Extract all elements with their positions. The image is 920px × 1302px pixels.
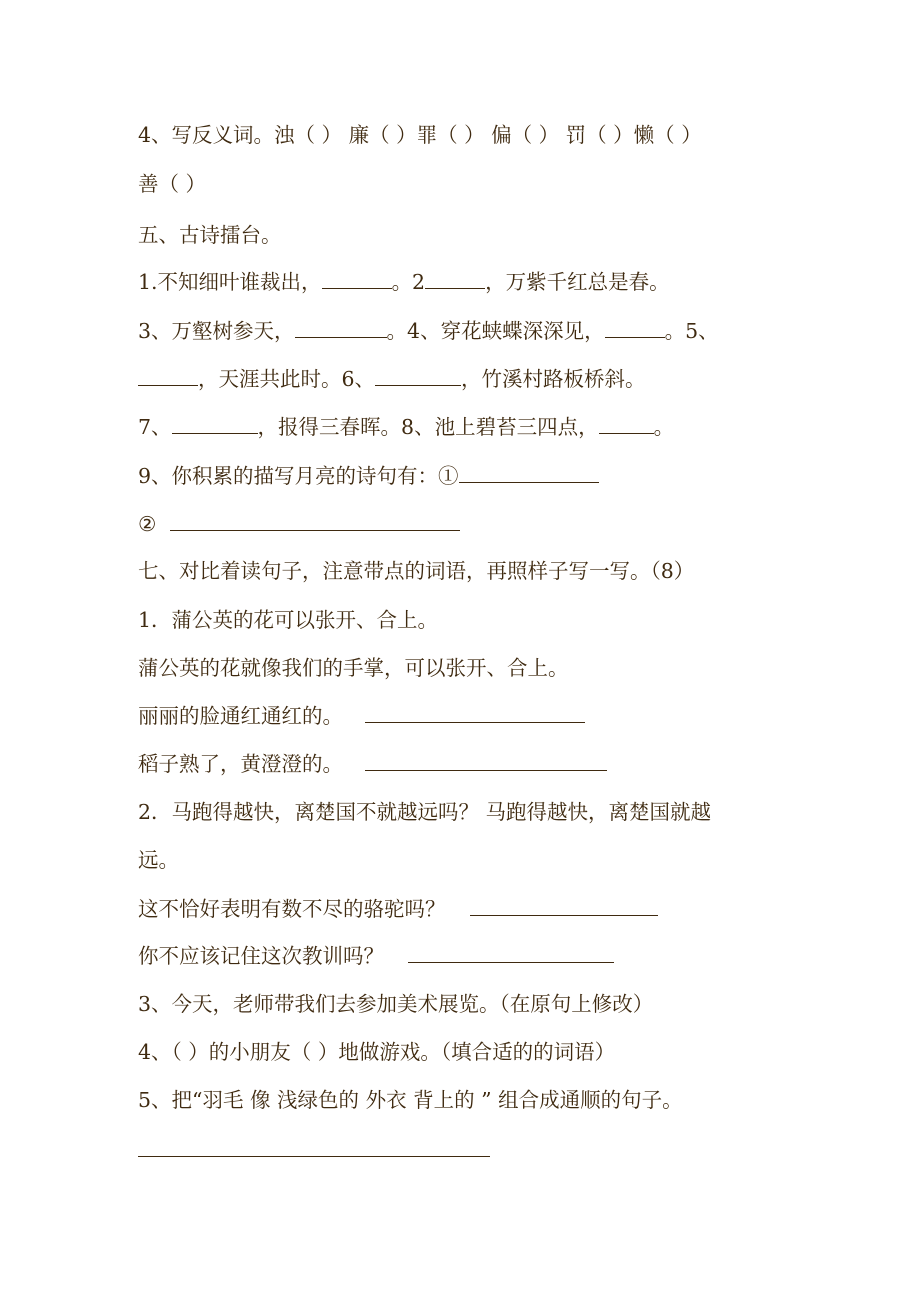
- practice-sentence-3: 这不恰好表明有数不尽的骆驼吗？: [138, 895, 658, 923]
- question-3: 3、今天，老师带我们去参加美术展览。（在原句上修改）: [138, 992, 654, 1016]
- poem-item-1-2: 1.不知细叶谁裁出， 。2 ，万紫千红总是春。: [138, 270, 670, 294]
- answer-blank[interactable]: [408, 942, 614, 963]
- section-seven-heading: 七、对比着读句子，注意带点的词语，再照样子写一写。（8）: [138, 559, 695, 583]
- example-sentence-2: 2．马跑得越快，离楚国不就越远吗？ 马跑得越快，离楚国就越: [138, 800, 712, 824]
- answer-blank[interactable]: [138, 365, 198, 386]
- answer-blank[interactable]: [599, 413, 654, 434]
- example-sentence-1-rewrite: 蒲公英的花就像我们的手掌，可以张开、合上。: [138, 656, 569, 680]
- practice-sentence-4: 你不应该记住这次教训吗？: [138, 942, 614, 970]
- antonym-question: 4、写反义词。浊（ ） 廉（ ）罪（ ） 偏（ ） 罚（ ）懒（ ）: [138, 123, 702, 147]
- poem-item-7-8: 7、 ，报得三春晖。8、池上碧苔三四点， 。: [138, 415, 675, 439]
- answer-blank[interactable]: [425, 268, 485, 289]
- answer-blank[interactable]: [470, 895, 658, 916]
- moon-poem-second: ②: [138, 510, 460, 538]
- answer-blank[interactable]: [295, 317, 387, 338]
- poem-item-5-6: ，天涯共此时。6、 ，竹溪村路板桥斜。: [138, 365, 646, 393]
- moon-poem-question: 9、你积累的描写月亮的诗句有：①: [138, 462, 599, 490]
- practice-sentence-2: 稻子熟了，黄澄澄的。: [138, 750, 607, 778]
- answer-blank[interactable]: [459, 462, 599, 483]
- antonym-question-cont: 善（ ）: [138, 172, 207, 196]
- answer-blank[interactable]: [365, 750, 607, 771]
- answer-blank[interactable]: [322, 268, 392, 289]
- question-4: 4、（ ）的小朋友（ ）地做游戏。（填合适的的词语）: [138, 1040, 616, 1064]
- section-five-heading: 五、古诗擂台。: [138, 223, 282, 247]
- answer-blank[interactable]: [170, 510, 460, 531]
- example-sentence-1: 1．蒲公英的花可以张开、合上。: [138, 608, 439, 632]
- practice-sentence-1: 丽丽的脸通红通红的。: [138, 702, 585, 730]
- answer-blank[interactable]: [365, 702, 585, 723]
- final-answer-line[interactable]: [138, 1156, 490, 1157]
- answer-blank[interactable]: [375, 365, 461, 386]
- poem-item-3-5: 3、万壑树参天， 。4、穿花蛱蝶深深见， 。5、: [138, 319, 719, 343]
- answer-blank[interactable]: [172, 413, 258, 434]
- example-sentence-2-cont: 远。: [138, 848, 179, 872]
- answer-blank[interactable]: [605, 317, 665, 338]
- question-5: 5、把“羽毛 像 浅绿色的 外衣 背上的 ” 组合成通顺的句子。: [138, 1088, 683, 1112]
